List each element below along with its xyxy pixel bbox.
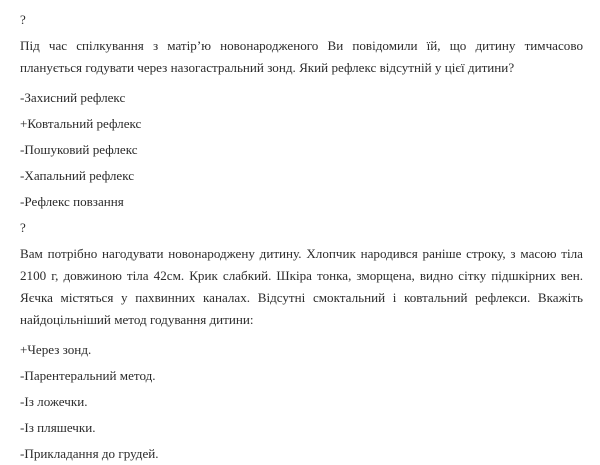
answer-option: -Хапальний рефлекс	[20, 168, 135, 183]
answer-option: -Прикладання до грудей.	[20, 446, 159, 461]
answer-option: -Захисний рефлекс	[20, 90, 126, 105]
answer-option-correct: +Ковтальний рефлекс	[20, 116, 142, 131]
answer-option: -Парентеральний метод.	[20, 368, 156, 383]
answer-option: -Із пляшечки.	[20, 420, 96, 435]
answer-option: -Пошуковий рефлекс	[20, 142, 138, 157]
answer-option: -Із ложечки.	[20, 394, 88, 409]
answer-option-correct: +Через зонд.	[20, 342, 92, 357]
question-marker: ?	[20, 220, 26, 235]
question-item-1	[20, 9, 583, 213]
question-stem: Під час спілкування з матір’ю новонародженого Ви повідомили їй, що дитину тимчасово планується годувати через назогастральний зонд. Який рефлекс відсутній у цієї дитини?	[20, 38, 583, 75]
question-marker: ?	[20, 12, 26, 27]
question-stem: Вам потрібно нагодувати новонароджену дитину. Хлопчик народився раніше строку, з масою тіла 2100 г, довжиною тіла 42см. Крик слабкий. Шкіра тонка, зморщена, видно сітку підшкірних вен. Яєчка містяться у пахвинних каналах. Відсутні смоктальний і ковтальний рефлекси. Вкажіть найдоцільніший метод годування дитини:	[20, 246, 583, 327]
answer-option: -Рефлекс повзання	[20, 194, 124, 209]
question-item-2	[20, 217, 583, 465]
